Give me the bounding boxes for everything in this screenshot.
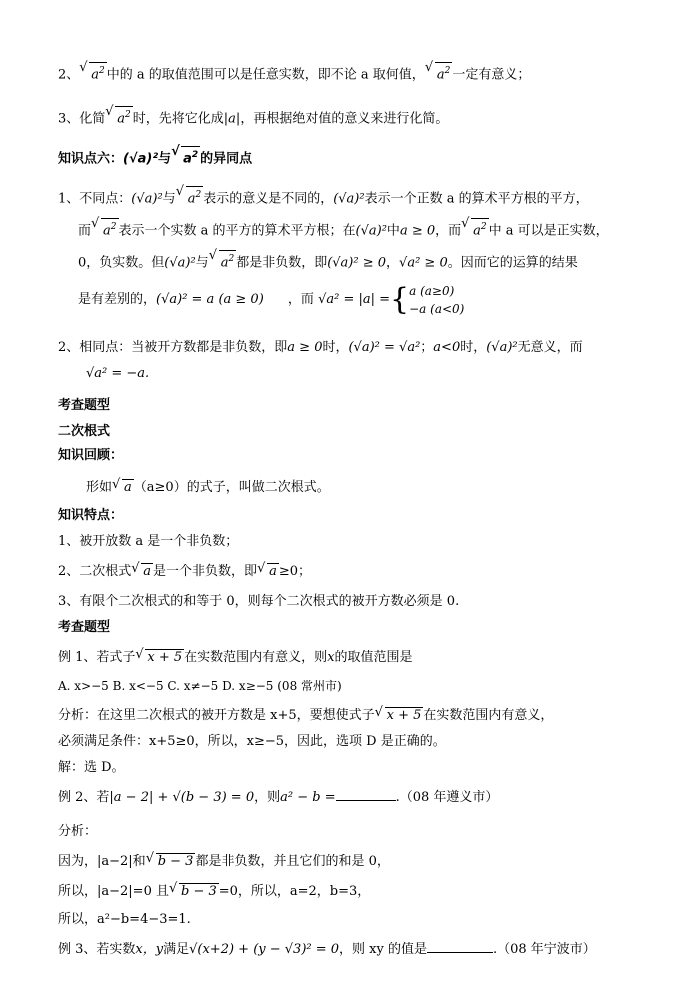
example-1 [58,648,413,668]
text: 3、化简 [58,111,106,127]
text: 中 a 可以是正实数， [488,223,609,239]
math: a ≥ 0 [399,223,436,239]
text: 无意义，而 [517,340,583,355]
section-title: 考查题型 [58,620,111,635]
review-line [86,478,330,498]
text: 时， [460,340,487,355]
work-2 [58,882,370,902]
piece-1: a (a≥0) [409,284,455,298]
feature-2 [58,562,311,582]
text: ， [386,255,400,271]
text: 例 2、若 [58,790,110,805]
text: 例 1、若式子 [58,650,136,665]
text: 是有差别的， [78,292,157,307]
text: 所以，|a−2|=0 且 [58,884,169,899]
solution: 解：选 D。 [58,760,125,775]
math: (√a)² = √a² [348,340,421,355]
text: 与 [195,255,209,271]
math: (√a)² [123,151,159,167]
text: 中 [386,223,400,239]
math: √(x+2) + (y − √3)² = 0 [189,942,340,957]
sqrt-a2: √ $a^2$ [181,146,200,167]
text: 的异同点 [200,151,253,167]
text: 形如 [86,480,113,495]
options: A. x>−5 B. x<−5 C. x≠−5 D. x≥−5 (08 常州市) [58,679,342,693]
text: 在实数范围内有意义， [423,708,554,723]
line-item-3 [58,106,448,129]
text: 时， [322,340,349,355]
sqrt-a2: √ $a^2$ [471,218,489,239]
text: 2、二次根式 [58,564,132,579]
left-brace: { [390,282,410,317]
sqrt-x5: √ x + 5 [385,707,424,724]
text: 表示的意义是不同的， [203,191,334,207]
sqrt-a2: √ $a^2$ [219,250,237,271]
sqrt-a2: √ $a^2$ [435,62,453,83]
piece-2: −a (a<0) [409,302,465,316]
text: ； [420,340,434,355]
text: 在实数范围内有意义，则 [184,650,328,665]
sqrt-a2: √ $a^2$ [101,218,119,239]
text: 1、不同点： [58,191,132,207]
text: 时，先将它化成 [132,111,224,127]
heading-knowledge-6 [58,146,252,169]
math: (√a)² [333,191,365,207]
text: 是一个非负数，即 [153,564,258,579]
text: 2、相同点：当被开方数都是非负数，即 [58,340,288,355]
para-diff-2 [78,218,609,241]
work-1 [58,852,390,872]
para-same [58,338,583,358]
answer-blank[interactable] [336,788,396,801]
text: 例 3、若实数 [58,942,136,957]
analysis-label: 分析： [58,824,98,839]
feature-1: 1、被开放数 a 是一个非负数； [58,534,239,549]
text: ≥0； [278,564,311,579]
answer-blank[interactable] [427,940,493,953]
math: (√a)² [131,191,163,207]
math: (√a)² = a (a ≥ 0) [156,292,264,307]
text: 而 [78,223,92,239]
section-title: 知识特点： [58,508,124,523]
text: ，则 xy 的值是 [339,942,427,957]
sqrt-a2: √ $a^2$ [115,106,133,127]
math: √a² = −a [86,366,146,381]
text: （a≥0）的式子，叫做二次根式。 [133,480,330,495]
text: 都是非负数，并且它们的和是 0， [195,854,390,869]
math: (√a)² [486,340,518,355]
example-3 [58,940,596,960]
sqrt-x5: √ x + 5 [145,649,184,666]
text: 分析：在这里二次根式的被开方数是 x+5，要想使式子 [58,708,375,723]
analysis-2: 必须满足条件：x+5≥0，所以，x≥−5，因此，选项 D 是正确的。 [58,734,446,749]
analysis-1 [58,706,553,726]
text: ，再根据绝对值的意义来进行化简。 [240,111,449,127]
math: a ≥ 0 [287,340,323,355]
text: 0，负实数。但 [78,255,165,271]
sqrt-a2: √ $a^2$ [89,62,107,83]
text: ，则 [254,790,281,805]
feature-3: 3、有限个二次根式的和等于 0，则每个二次根式的被开方数必须是 0. [58,594,460,609]
text: 表示一个实数 a 的平方的算术平方根；在 [118,223,356,239]
section-title: 考查题型 [58,398,111,413]
text: =0，所以，a=2，b=3， [218,884,371,899]
sqrt-a: √ a [122,479,134,496]
sqrt-a2: √ $a^2$ [186,186,204,207]
text: 都是非负数，即 [236,255,328,271]
section-title: 二次根式 [58,424,111,439]
text: 的取值范围是 [334,650,413,665]
math: a² − b = [280,790,336,805]
sqrt-b3: √ b − 3 [156,853,196,870]
sqrt-b3: √ b − 3 [179,883,219,900]
text: ，而 [435,223,462,239]
line-item-2 [58,62,530,85]
text: 与 [162,191,176,207]
math: √a² = |a| = [318,292,391,307]
math: √a² ≥ 0 [399,255,448,271]
text: .（08 年宁波市） [492,942,596,957]
text: 因为，|a−2|和 [58,854,146,869]
text: 满足 [163,942,190,957]
math: (√a)² [164,255,196,271]
math: x，y [135,942,164,957]
text: 一定有意义； [452,67,531,83]
text: 与 [158,151,172,167]
para-diff-3 [78,250,578,273]
para-diff-4 [78,282,464,318]
math: |a − 2| + √(b − 3) = 0 [109,790,255,805]
section-title: 知识回顾： [58,448,124,463]
text: 中的 a 的取值范围可以是任意实数，即不论 a 取何值， [106,67,425,83]
text: 2、 [58,67,80,83]
piecewise [409,282,464,318]
math: (√a)² [355,223,387,239]
math: a<0 [433,340,461,355]
work-3: 所以，a²−b=4−3=1. [58,912,191,927]
math: x [327,650,335,665]
math: (√a)² ≥ 0 [327,255,387,271]
para-diff-1 [58,186,589,209]
sqrt-a: √ a [267,563,279,580]
heading-text: 知识点六： [58,151,124,167]
example-2 [58,788,498,808]
abs-a: |a| [223,111,241,127]
sqrt-a: √ a [141,563,153,580]
para-same-2: √a² = −a. [86,366,150,381]
text: ，而 [287,292,314,307]
text: 。因而它的运算的结果 [447,255,578,271]
text: 表示一个正数 a 的算术平方根的平方， [364,191,589,207]
text: .（08 年遵义市） [395,790,499,805]
